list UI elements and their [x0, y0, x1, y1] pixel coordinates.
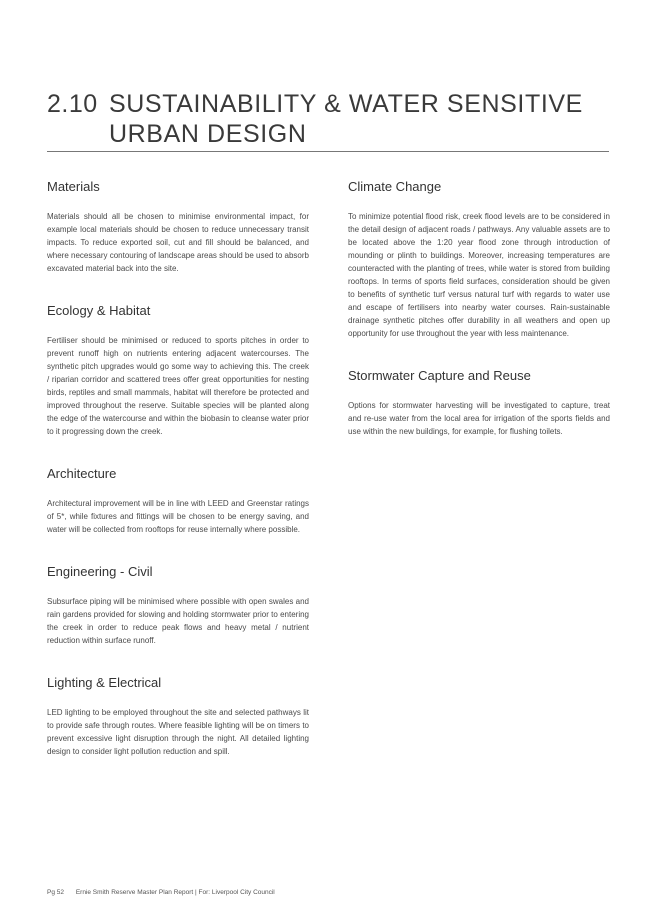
section-engineering-civil [47, 563, 309, 647]
page-title [47, 89, 609, 149]
section-number: 2.10 [47, 90, 98, 118]
section-heading: Architecture [47, 466, 117, 481]
section-heading: Ecology & Habitat [47, 303, 151, 318]
section-lighting-electrical [47, 674, 309, 758]
section-body: Fertiliser should be minimised or reduced to sports pitches in order to prevent runoff high on nutrients entering adjacent watercourses. The synthetic pitch upgrades would go some way to achieving this. The creek / riparian corridor and scattered trees offer great opportunities for nesting birds, reptiles and small mammals, habitat will therefore be protected and improved throughout the reserve. Suitable species will be planted along the edge of the watercourse and within the biobasin to cleanse water prior to it progressing down the creek. [47, 336, 309, 436]
left-column [47, 178, 309, 758]
section-stormwater [348, 367, 610, 438]
section-heading: Stormwater Capture and Reuse [348, 368, 531, 383]
section-materials [47, 178, 309, 275]
section-heading: Engineering - Civil [47, 564, 153, 579]
section-heading: Materials [47, 179, 100, 194]
section-climate-change [348, 178, 610, 340]
section-heading: Lighting & Electrical [47, 675, 162, 690]
section-body: Subsurface piping will be minimised where possible with open swales and rain gardens provided for slowing and holding stormwater prior to entering the creek in order to reduce peak flows and heavy metal / nutrient reduction within surface runoff. [47, 597, 309, 645]
section-body: Options for stormwater harvesting will be investigated to capture, treat and re-use water from the local area for irrigation of the sports fields and use within the new buildings, for example, for flushing toilets. [348, 401, 610, 436]
section-heading: Climate Change [348, 179, 442, 194]
page-number: Pg 52 [47, 889, 64, 896]
section-body: Architectural improvement will be in line with LEED and Greenstar ratings of 5*, while fixtures and fittings will be chosen to be energy saving, and water will be collected from rooftops for reuse internally where possible. [47, 499, 309, 534]
section-body: LED lighting to be employed throughout the site and selected pathways lit to provide safe through routes. Where feasible lighting will be on timers to prevent excessive light disruption through the night. All detailed lighting design to consider light pollution reduction and spill. [47, 708, 309, 756]
right-column [348, 178, 610, 438]
section-ecology-habitat [47, 302, 309, 438]
section-body: To minimize potential flood risk, creek flood levels are to be considered in the detail design of adjacent roads / pathways. Any valuable assets are to be located above the 1:20 year flood zone through introduction of mounding or plinth to buildings. Moreover, increasing temperatures are counteracted with the planting of trees, while water is stored from building rooftops. In terms of sports field surfaces, consideration should be given to benefits of synthetic turf versus natural turf with regards to water use and escape of fertilisers into nearby water courses. Rain-sustainable drainage synthetic pitches offer durability in all weathers and open up opportunity for use throughout the year with less maintenance. [348, 212, 610, 338]
report-name: Ernie Smith Reserve Master Plan Report | For: Liverpool City Council [75, 889, 275, 896]
title-divider [47, 151, 609, 152]
page-footer [47, 889, 285, 896]
section-title: SUSTAINABILITY & WATER SENSITIVE URBAN DESIGN [109, 90, 583, 148]
section-body: Materials should all be chosen to minimise environmental impact, for example local materials should be chosen to reduce unnecessary transit impacts. To reduce exported soil, cut and fill should be balanced, and where necessary contouring of landscape areas should be used to absorb excavated material back into the site. [47, 212, 309, 273]
section-architecture [47, 465, 309, 536]
